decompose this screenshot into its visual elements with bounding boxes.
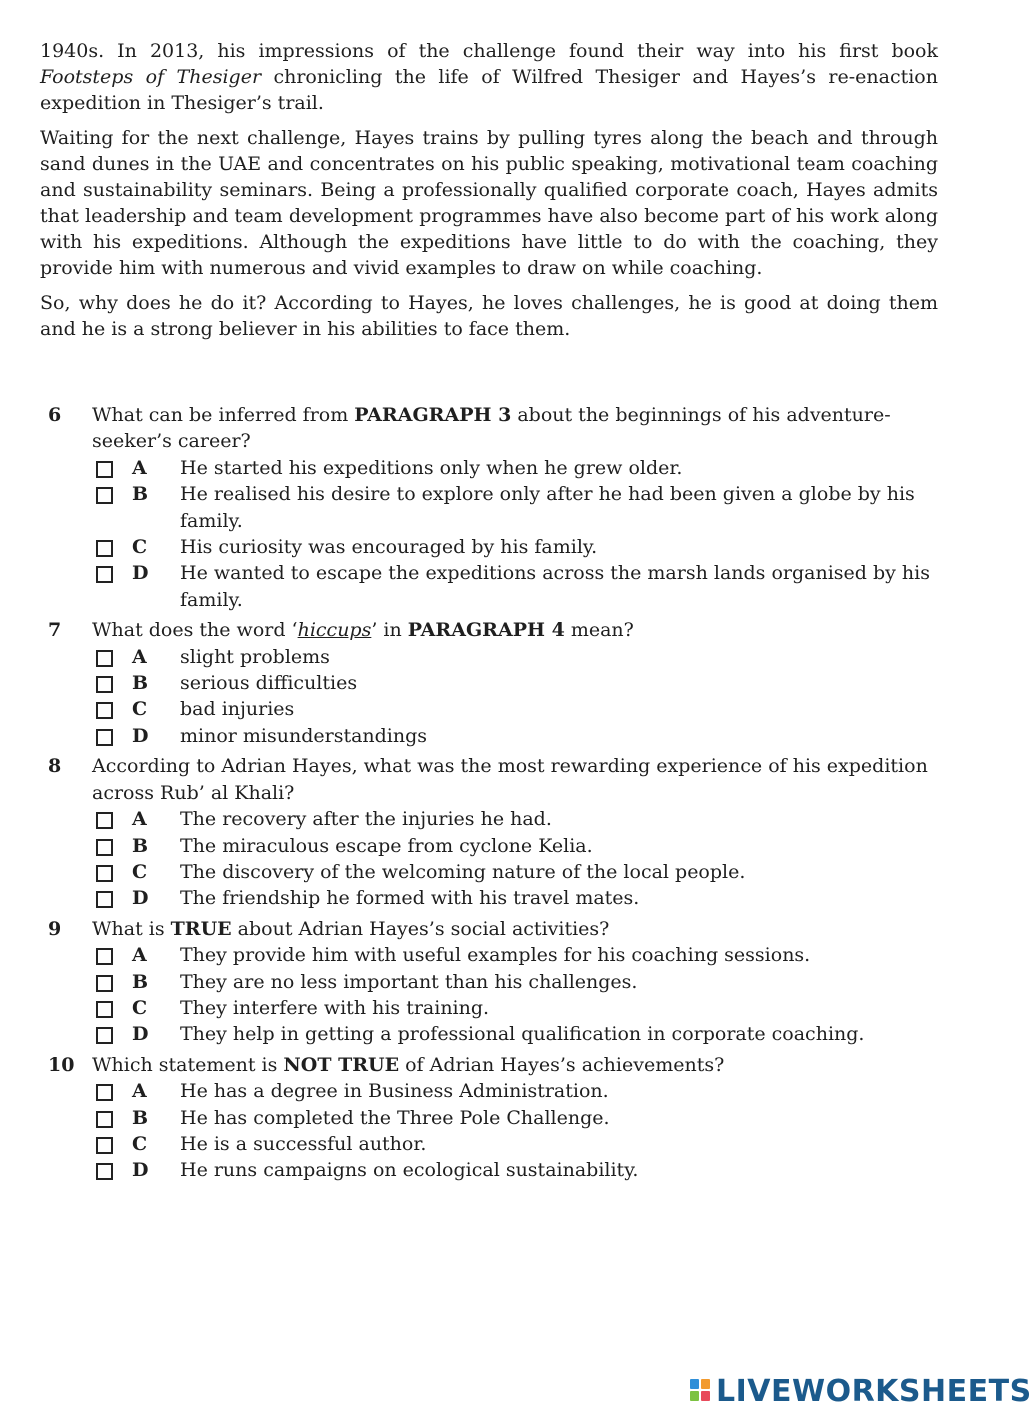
question-10 — [48, 1052, 948, 1184]
question-7 — [48, 617, 948, 749]
option-text: minor misunderstandings — [180, 724, 428, 747]
answer-checkbox[interactable] — [96, 1084, 113, 1101]
option-7b — [92, 670, 948, 696]
option-10a — [92, 1078, 948, 1104]
option-text: slight problems — [180, 645, 330, 668]
option-text: He realised his desire to explore only after he had been given a globe by his family. — [180, 483, 915, 532]
option-text: They interfere with his training. — [180, 996, 490, 1019]
option-letter: D — [132, 1159, 149, 1182]
option-list — [92, 644, 948, 750]
logo-text: LIVEWORKSHEETS — [716, 1373, 1032, 1409]
option-letter: B — [132, 1106, 149, 1129]
option-9d — [92, 1021, 948, 1047]
option-9c — [92, 995, 948, 1021]
option-list — [92, 806, 948, 912]
option-text: He is a successful author. — [180, 1132, 427, 1155]
option-text: They help in getting a professional qualification in corporate coaching. — [180, 1023, 865, 1046]
option-letter: A — [132, 456, 147, 479]
option-letter: B — [132, 483, 149, 506]
stem-text: about Adrian Hayes’s social activities? — [231, 917, 610, 940]
option-6a — [92, 455, 948, 481]
option-letter: B — [132, 834, 149, 857]
option-text: The recovery after the injuries he had. — [180, 808, 552, 831]
question-number: 6 — [48, 404, 62, 426]
answer-checkbox[interactable] — [96, 812, 113, 829]
option-8a — [92, 806, 948, 832]
option-8b — [92, 833, 948, 859]
highlighted-word: hiccups — [297, 619, 372, 642]
option-6c — [92, 534, 948, 560]
passage-paragraph-2: Waiting for the next challenge, Hayes trains by pulling tyres along the beach and through sand dunes in the UAE and concentrates on his public speaking, motivational team coaching and sustainability seminars. Being a professionally qualified corporate coach, Hayes admits that leadership and team development programmes have also become part of his work along with his expeditions. Although the expeditions have little to do with the coaching, they provide him with numerous and vivid examples to draw on while coaching. — [40, 127, 938, 279]
answer-checkbox[interactable] — [96, 650, 113, 667]
answer-checkbox[interactable] — [96, 1163, 113, 1180]
passage-paragraph-1-start: 1940s. In 2013, his impressions of the challenge found their way into his first book — [40, 40, 938, 62]
question-stem — [92, 402, 948, 455]
option-letter: C — [132, 536, 148, 559]
option-7a — [92, 644, 948, 670]
option-text: The miraculous escape from cyclone Kelia. — [180, 834, 593, 857]
option-6b — [92, 481, 948, 534]
option-letter: C — [132, 996, 148, 1019]
question-number: 9 — [48, 917, 62, 940]
stem-text: mean? — [564, 619, 634, 642]
answer-checkbox[interactable] — [96, 566, 113, 583]
option-7d — [92, 723, 948, 749]
question-stem — [92, 1052, 948, 1078]
answer-checkbox[interactable] — [96, 865, 113, 882]
option-text: The friendship he formed with his travel mates. — [180, 887, 640, 910]
passage-paragraph-1 — [40, 38, 938, 116]
question-number: 7 — [48, 619, 62, 642]
stem-emphasis: TRUE — [170, 917, 232, 940]
reading-passage — [40, 38, 938, 351]
question-9 — [48, 916, 948, 1048]
question-list — [48, 402, 948, 1188]
stem-text: of Adrian Hayes’s achievements? — [399, 1053, 725, 1076]
stem-text: about the beginnings of his adventure-seeker’s career? — [92, 404, 891, 453]
stem-emphasis: PARAGRAPH 3 — [354, 404, 512, 426]
option-letter: A — [132, 1080, 147, 1103]
option-text: serious difficulties — [180, 672, 358, 695]
option-letter: C — [132, 1132, 148, 1155]
option-letter: C — [132, 698, 148, 721]
stem-text: What can be inferred from — [92, 404, 355, 426]
answer-checkbox[interactable] — [96, 1027, 113, 1044]
option-10c — [92, 1131, 948, 1157]
liveworksheets-logo[interactable] — [690, 1374, 1032, 1408]
question-stem — [92, 617, 948, 643]
option-letter: B — [132, 672, 149, 695]
answer-checkbox[interactable] — [96, 948, 113, 965]
option-list — [92, 942, 948, 1048]
option-text: They are no less important than his challenges. — [180, 970, 638, 993]
answer-checkbox[interactable] — [96, 1137, 113, 1154]
answer-checkbox[interactable] — [96, 487, 113, 504]
stem-emphasis: PARAGRAPH 4 — [407, 619, 565, 642]
option-7c — [92, 696, 948, 722]
option-8c — [92, 859, 948, 885]
question-stem: According to Adrian Hayes, what was the most rewarding experience of his expedition across Rub’ al Khali? — [92, 755, 928, 804]
option-letter: A — [132, 645, 147, 668]
answer-checkbox[interactable] — [96, 975, 113, 992]
option-list — [92, 1078, 948, 1184]
option-text: They provide him with useful examples for his coaching sessions. — [180, 944, 811, 967]
option-text: He runs campaigns on ecological sustainability. — [180, 1159, 639, 1182]
stem-text: What does the word ‘ — [92, 619, 298, 642]
stem-text: Which statement is — [92, 1053, 284, 1076]
option-letter: D — [132, 1023, 149, 1046]
option-letter: D — [132, 724, 149, 747]
option-text: He has a degree in Business Administration. — [180, 1080, 609, 1103]
question-number: 8 — [48, 755, 62, 778]
liveworksheets-logo-icon — [690, 1379, 712, 1403]
answer-checkbox[interactable] — [96, 891, 113, 908]
option-9a — [92, 942, 948, 968]
book-title: Footsteps of Thesiger — [40, 66, 262, 88]
option-letter: D — [132, 887, 149, 910]
option-9b — [92, 969, 948, 995]
option-10b — [92, 1105, 948, 1131]
option-letter: A — [132, 944, 147, 967]
answer-checkbox[interactable] — [96, 729, 113, 746]
option-text: The discovery of the welcoming nature of the local people. — [180, 860, 746, 883]
option-letter: B — [132, 970, 149, 993]
question-stem — [92, 916, 948, 942]
answer-checkbox[interactable] — [96, 540, 113, 557]
option-letter: C — [132, 860, 148, 883]
option-text: His curiosity was encouraged by his family. — [180, 536, 598, 559]
option-8d — [92, 885, 948, 911]
stem-emphasis: NOT TRUE — [283, 1053, 400, 1076]
answer-checkbox[interactable] — [96, 1111, 113, 1128]
question-8 — [48, 753, 948, 911]
answer-checkbox[interactable] — [96, 461, 113, 478]
answer-checkbox[interactable] — [96, 1001, 113, 1018]
option-letter: D — [132, 562, 149, 585]
option-6d — [92, 560, 948, 613]
passage-paragraph-3: So, why does he do it? According to Hayes, he loves challenges, he is good at doing them and he is a strong believer in his abilities to face them. — [40, 292, 938, 340]
answer-checkbox[interactable] — [96, 839, 113, 856]
option-10d — [92, 1157, 948, 1183]
stem-text: ’ in — [371, 619, 408, 642]
answer-checkbox[interactable] — [96, 676, 113, 693]
question-6 — [48, 402, 948, 613]
option-list — [92, 455, 948, 613]
option-text: He wanted to escape the expeditions across the marsh lands organised by his family. — [180, 562, 930, 611]
answer-checkbox[interactable] — [96, 702, 113, 719]
option-text: He has completed the Three Pole Challenge. — [180, 1106, 610, 1129]
option-letter: A — [132, 808, 147, 831]
passage-paragraph-1-end: chronicling the life of Wilfred Thesiger and Hayes’s re-enaction expedition in Thesiger’s trail. — [40, 66, 938, 114]
stem-text: What is — [92, 917, 171, 940]
option-text: He started his expeditions only when he grew older. — [180, 456, 683, 479]
question-number: 10 — [48, 1053, 75, 1076]
option-text: bad injuries — [180, 698, 295, 721]
